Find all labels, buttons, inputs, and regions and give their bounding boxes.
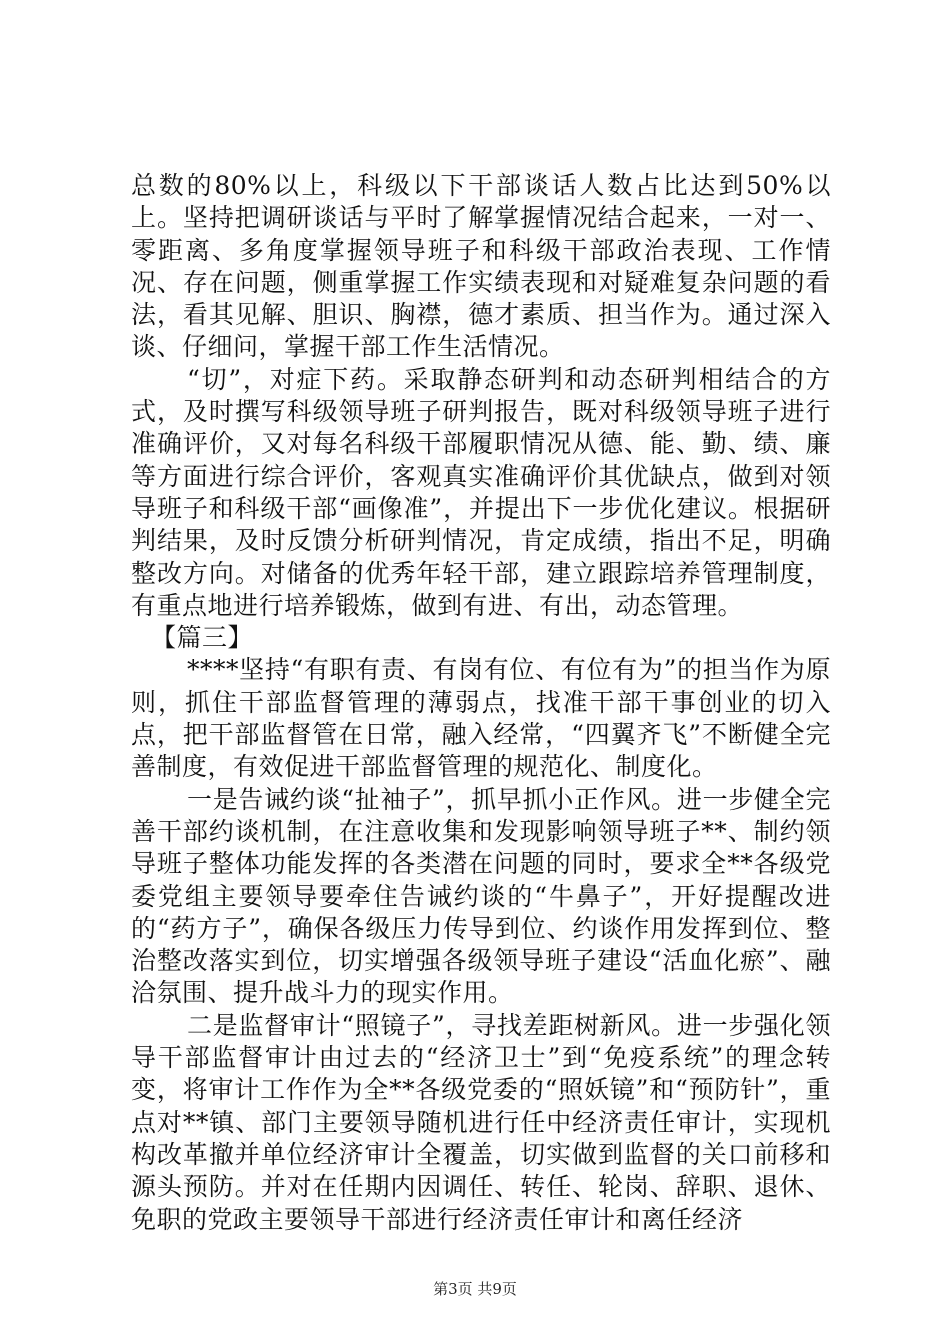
page-footer: 第3页 共9页 xyxy=(433,1280,517,1298)
section-heading: 【篇三】 xyxy=(151,623,254,653)
paragraph-intro: ****坚持“有职有责、有岗有位、有位有为”的担当作为原则，抓住干部监督管理的薄弱点，找准干部干事创业的切入点，把干部监督管在日常，融入经常，“四翼齐飞”不断健全完善制度，有效促进干部监督管理的规范化、制度化。 xyxy=(131,655,831,782)
paragraph-point-one: 一是告诫约谈“扯袖子”，抓早抓小正作风。进一步健全完善干部约谈机制，在注意收集和发现影响领导班子**、制约领导班子整体功能发挥的各类潜在问题的同时，要求全**各级党委党组主要领导要牵住告诫约谈的“牛鼻子”，开好提醒改进的“药方子”，确保各级压力传导到位、约谈作用发挥到位、整治整改落实到位，切实增强各级领导班子建设“活血化瘀”、融洽氛围、提升战斗力的现实作用。 xyxy=(131,784,831,1008)
document-body xyxy=(131,170,831,1236)
paragraph-point-two: 二是监督审计“照镜子”，寻找差距树新风。进一步强化领导干部监督审计由过去的“经济卫士”到“免疫系统”的理念转变，将审计工作作为全**各级党委的“照妖镜”和“预防针”，重点对**镇、部门主要领导随机进行任中经济责任审计，实现机构改革撤并单位经济审计全覆盖，切实做到监督的关口前移和源头预防。并对在任期内因调任、转任、轮岗、辞职、退休、免职的党政主要领导干部进行经济责任审计和离任经济 xyxy=(131,1010,831,1234)
paragraph-qie: “切”，对症下药。采取静态研判和动态研判相结合的方式，及时撰写科级领导班子研判报告，既对科级领导班子进行准确评价，又对每名科级干部履职情况从德、能、勤、绩、廉等方面进行综合评价，客观真实准确评价其优缺点，做到对领导班子和科级干部“画像准”，并提出下一步优化建议。根据研判结果，及时反馈分析研判情况，肯定成绩，指出不足，明确整改方向。对储备的优秀年轻干部，建立跟踪培养管理制度，有重点地进行培养锻炼，做到有进、有出，动态管理。 xyxy=(131,364,831,620)
paragraph-continuation: 总数的80%以上，科级以下干部谈话人数占比达到50%以上。坚持把调研谈话与平时了解掌握情况结合起来，一对一、零距离、多角度掌握领导班子和科级干部政治表现、工作情况、存在问题，侧重掌握工作实绩表现和对疑难复杂问题的看法，看其见解、胆识、胸襟，德才素质、担当作为。通过深入谈、仔细问，掌握干部工作生活情况。 xyxy=(131,171,831,362)
